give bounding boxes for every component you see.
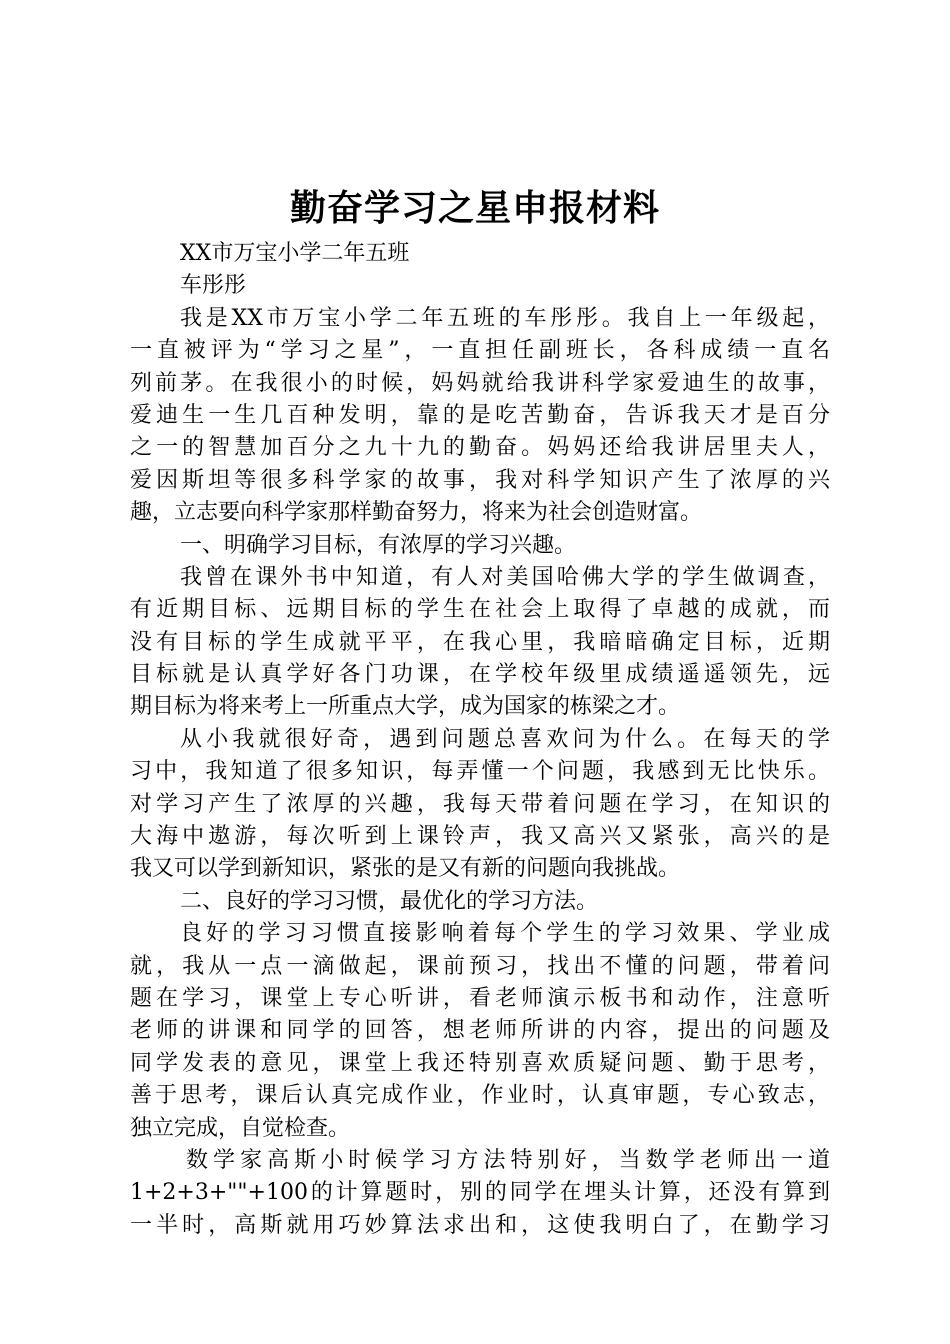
paragraph-line: 之一的智慧加百分之九十九的勤奋。妈妈还给我讲居里夫人， — [130, 435, 830, 461]
paragraph-line: 我曾在课外书中知道，有人对美国哈佛大学的学生做调查， — [180, 564, 830, 590]
paragraph-line: 同学发表的意见，课堂上我还特别喜欢质疑问题、勤于思考， — [130, 1050, 830, 1076]
paragraph-line: 善于思考，课后认真完成作业，作业时，认真审题，专心致志， — [130, 1083, 830, 1109]
document-body — [130, 238, 830, 1242]
subtitle-class-line: XX市万宝小学二年五班 — [180, 241, 410, 266]
paragraph-line: 一半时，高斯就用巧妙算法求出和，这使我明白了，在勤学习 — [130, 1212, 830, 1238]
paragraph-line: 爱因斯坦等很多科学家的故事，我对科学知识产生了浓厚的兴 — [130, 467, 830, 493]
paragraph-line: 就，我从一点一滴做起，课前预习，找出不懂的问题，带着问 — [130, 953, 830, 979]
paragraph-line: 期目标为将来考上一所重点大学，成为国家的栋梁之才。 — [130, 694, 681, 720]
paragraph-line: 对学习产生了浓厚的兴趣，我每天带着问题在学习，在知识的 — [130, 791, 830, 817]
paragraph-line: 数学家高斯小时候学习方法特别好，当数学老师出一道 — [186, 1147, 830, 1173]
paragraph-line: 独立完成，自觉检查。 — [130, 1115, 351, 1141]
paragraph-line: 1+2+3+""+100的计算题时，别的同学在埋头计算，还没有算到 — [130, 1180, 830, 1206]
paragraph-line: 习中，我知道了很多知识，每弄懂一个问题，我感到无比快乐。 — [130, 759, 830, 785]
paragraph-line: 从小我就很好奇，遇到问题总喜欢问为什么。在每天的学 — [180, 726, 830, 752]
paragraph-line: 没有目标的学生成就平平，在我心里，我暗暗确定目标，近期 — [130, 629, 830, 655]
paragraph-line: 我又可以学到新知识，紧张的是又有新的问题向我挑战。 — [130, 856, 681, 882]
document-title: 勤奋学习之星申报材料 — [289, 187, 660, 229]
paragraph-line: 目标就是认真学好各门功课，在学校年级里成绩遥遥领先，远 — [130, 662, 830, 688]
section-heading-2: 二、良好的学习习惯，最优化的学习方法。 — [180, 888, 599, 914]
paragraph-line: 良好的学习习惯直接影响着每个学生的学习效果、学业成 — [180, 921, 830, 947]
paragraph-line: 老师的讲课和同学的回答，想老师所讲的内容，提出的问题及 — [130, 1018, 830, 1044]
paragraph-line: 大海中遨游，每次听到上课铃声，我又高兴又紧张，高兴的是 — [130, 824, 830, 850]
paragraph-line: 一直被评为“学习之星”，一直担任副班长，各科成绩一直名 — [130, 338, 830, 364]
author-name-line: 车彤彤 — [180, 273, 247, 299]
paragraph-line: 趣，立志要向科学家那样勤奋努力，将来为社会创造财富。 — [130, 500, 703, 526]
paragraph-line: 题在学习，课堂上专心听讲，看老师演示板书和动作，注意听 — [130, 985, 830, 1011]
paragraph-line: 列前茅。在我很小的时候，妈妈就给我讲科学家爱迪生的故事， — [130, 370, 830, 396]
paragraph-line: 有近期目标、远期目标的学生在社会上取得了卓越的成就，而 — [130, 597, 830, 623]
paragraph-line: 我是XX市万宝小学二年五班的车彤彤。我自上一年级起， — [180, 305, 830, 331]
paragraph-line: 爱迪生一生几百种发明，靠的是吃苦勤奋，告诉我天才是百分 — [130, 402, 830, 428]
section-heading-1: 一、明确学习目标，有浓厚的学习兴趣。 — [180, 532, 577, 558]
